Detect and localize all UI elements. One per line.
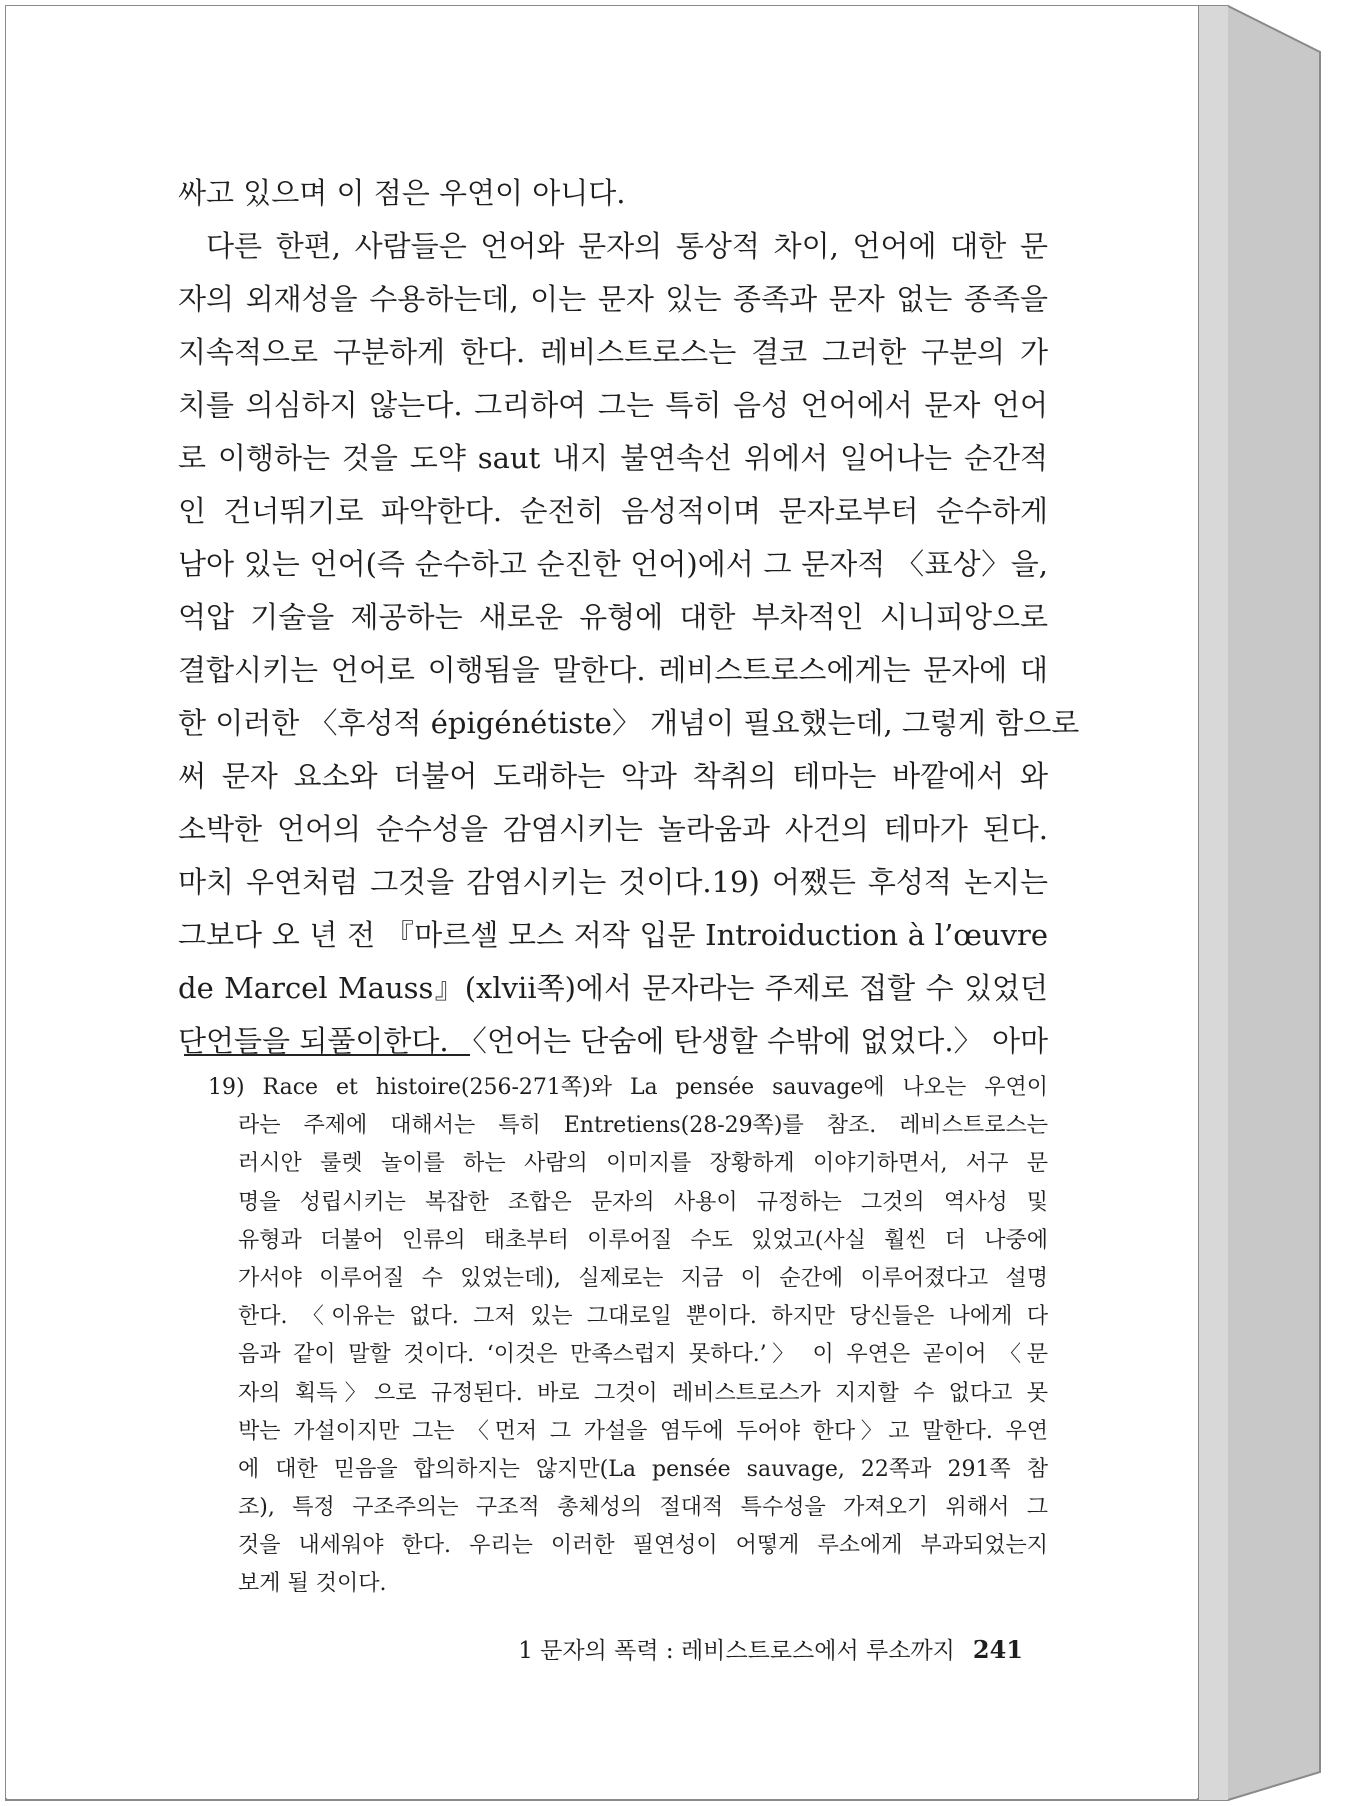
footnote-line: 러시안 룰렛 놀이를 하는 사람의 이미지를 장황하게 이야기하면서, 서구 문 xyxy=(238,1151,1048,1177)
footnote-line: 유형과 더불어 인류의 태초부터 이루어질 수도 있었고(사실 훨씬 더 나중에 xyxy=(238,1227,1048,1253)
body-line: 써 문자 요소와 더불어 도래하는 악과 착취의 테마는 바깥에서 와 xyxy=(178,759,1048,793)
body-line: 자의 외재성을 수용하는데, 이는 문자 있는 종족과 문자 없는 종족을 xyxy=(178,282,1048,316)
footnote-line: 박는 가설이지만 그는 〈먼저 그 가설을 염두에 두어야 한다〉고 말한다. 우연 xyxy=(238,1418,1048,1444)
footnote-line: 것을 내세워야 한다. 우리는 이러한 필연성이 어떻게 루소에게 부과되었는지 xyxy=(238,1533,1048,1559)
footnote-line: 라는 주제에 대해서는 특히 Entretiens(28-29쪽)를 참조. 레비스트로스는 xyxy=(238,1113,1048,1139)
footnote-line: 음과 같이 말할 것이다. ‘이것은 만족스럽지 못하다.’〉 이 우연은 곧이어 〈문 xyxy=(238,1342,1048,1368)
footnote-line: 19) Race et histoire(256-271쪽)와 La pensée sauvage에 나오는 우연이 xyxy=(208,1075,1048,1100)
footnote-line: 명을 성립시키는 복잡한 조합은 문자의 사용이 규정하는 그것의 역사성 및 xyxy=(238,1189,1048,1215)
body-line: 인 건너뛰기로 파악한다. 순전히 음성적이며 문자로부터 순수하게 xyxy=(178,494,1048,528)
body-line: 남아 있는 언어(즉 순수하고 순진한 언어)에서 그 문자적 〈표상〉을, xyxy=(178,547,1048,581)
body-line: 억압 기술을 제공하는 새로운 유형에 대한 부차적인 시니피앙으로 xyxy=(178,600,1048,634)
body-line: 마치 우연처럼 그것을 감염시키는 것이다.19) 어쨌든 후성적 논지는 xyxy=(178,865,1048,899)
body-line: 다른 한편, 사람들은 언어와 문자의 통상적 차이, 언어에 대한 문 xyxy=(206,229,1048,263)
book-spine-fold xyxy=(1198,6,1228,1800)
body-line: 그보다 오 년 전 『마르셀 모스 저작 입문 Introiduction à l’œuvre xyxy=(178,918,1048,952)
body-line: 결합시키는 언어로 이행됨을 말한다. 레비스트로스에게는 문자에 대 xyxy=(178,653,1048,687)
footnote-line: 에 대한 믿음을 합의하지는 않지만(La pensée sauvage, 22쪽과 291쪽 참 xyxy=(238,1456,1048,1482)
body-line: 로 이행하는 것을 도약 saut 내지 불연속선 위에서 일어나는 순간적 xyxy=(178,441,1048,475)
body-line: 소박한 언어의 순수성을 감염시키는 놀라움과 사건의 테마가 된다. xyxy=(178,812,1048,846)
footnote-line: 조), 특정 구조주의는 구조적 총체성의 절대적 특수성을 가져오기 위해서 그 xyxy=(238,1495,1048,1521)
main-body-text xyxy=(178,167,1080,1068)
footnote-19 xyxy=(208,1069,1048,1604)
footnote-line: 한다. 〈이유는 없다. 그저 있는 그대로일 뿐이다. 하지만 당신들은 나에게 다 xyxy=(238,1304,1048,1330)
page-number: 241 xyxy=(972,1635,1023,1664)
body-line: 치를 의심하지 않는다. 그리하여 그는 특히 음성 언어에서 문자 언어 xyxy=(178,388,1048,422)
footnote-divider xyxy=(184,1054,470,1056)
body-line: 한 이러한 〈후성적 épigénétiste〉 개념이 필요했는데, 그렇게 함으로 xyxy=(178,706,1080,740)
body-line: 단언들을 되풀이한다. 〈언어는 단숨에 탄생할 수밖에 없었다.〉 아마 xyxy=(178,1024,1048,1058)
body-line: 싸고 있으며 이 점은 우연이 아니다. xyxy=(178,176,626,210)
running-footer xyxy=(483,1632,1023,1669)
body-line: de Marcel Mauss』(xlvii쪽)에서 문자라는 주제로 접할 수 있었던 xyxy=(178,971,1048,1005)
footnote-line: 보게 될 것이다. xyxy=(238,1571,387,1597)
chapter-title: 1 문자의 폭력 : 레비스트로스에서 루소까지 xyxy=(518,1638,955,1664)
footnote-line: 자의 획득〉으로 규정된다. 바로 그것이 레비스트로스가 지지할 수 없다고 못 xyxy=(238,1380,1048,1406)
body-line: 지속적으로 구분하게 한다. 레비스트로스는 결코 그러한 구분의 가 xyxy=(178,335,1048,369)
footnote-line: 가서야 이루어질 수 있었는데), 실제로는 지금 이 순간에 이루어졌다고 설명 xyxy=(238,1265,1048,1291)
